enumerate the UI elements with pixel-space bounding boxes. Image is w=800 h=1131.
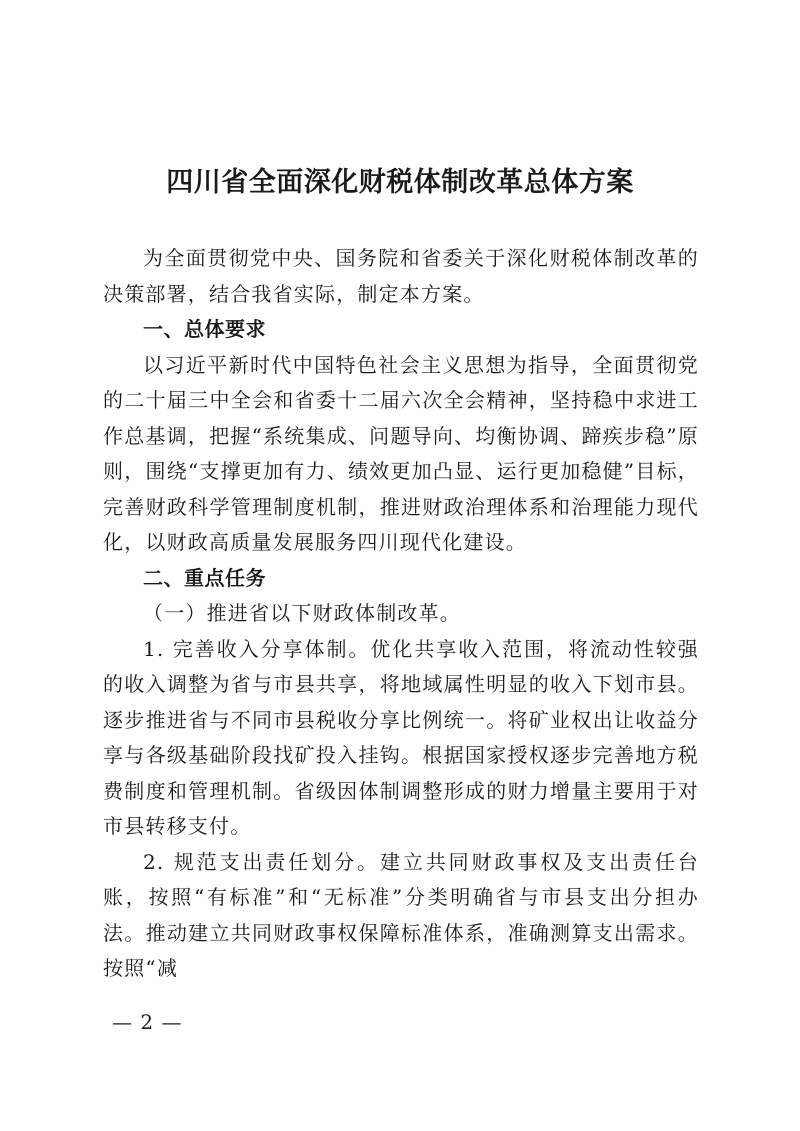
task-item-2: 2. 规范支出责任划分。建立共同财政事权及支出责任台账，按照“有标准”和“无标准”分类明确省与市县支出分担办法。推动建立共同财政事权保障标准体系，准确测算支出需求。按照“减 [103, 849, 699, 980]
document-body [103, 241, 699, 987]
subsection-heading: （一）推进省以下财政体制改革。 [143, 601, 461, 625]
section-heading-key-tasks: 二、重点任务 [143, 565, 266, 590]
page-number: — 2 — [112, 1010, 183, 1034]
task-item-1: 1. 完善收入分享体制。优化共享收入范围，将流动性较强的收入调整为省与市县共享，将地域属性明显的收入下划市县。逐步推进省与不同市县税收分享比例统一。将矿业权出让收益分享与各级基础阶段找矿投入挂钩。根据国家授权逐步完善地方税费制度和管理机制。省级因体制调整形成的财力增量主要用于对市县转移支付。 [103, 636, 699, 838]
section-heading-general-requirements: 一、总体要求 [143, 317, 266, 341]
document-title: 四川省全面深化财税体制改革总体方案 [166, 167, 634, 198]
general-requirements-paragraph: 以习近平新时代中国特色社会主义思想为指导，全面贯彻党的二十届三中全会和省委十二届六次全会精神，坚持稳中求进工作总基调，把握“系统集成、问题导向、均衡协调、蹄疾步稳”原则，围绕“支撑更加有力、绩效更加凸显、运行更加稳健”目标，完善财政科学管理制度机制，推进财政治理体系和治理能力现代化，以财政高质量发展服务四川现代化建设。 [103, 352, 699, 554]
intro-paragraph: 为全面贯彻党中央、国务院和省委关于深化财税体制改革的决策部署，结合我省实际，制定本方案。 [103, 246, 699, 306]
